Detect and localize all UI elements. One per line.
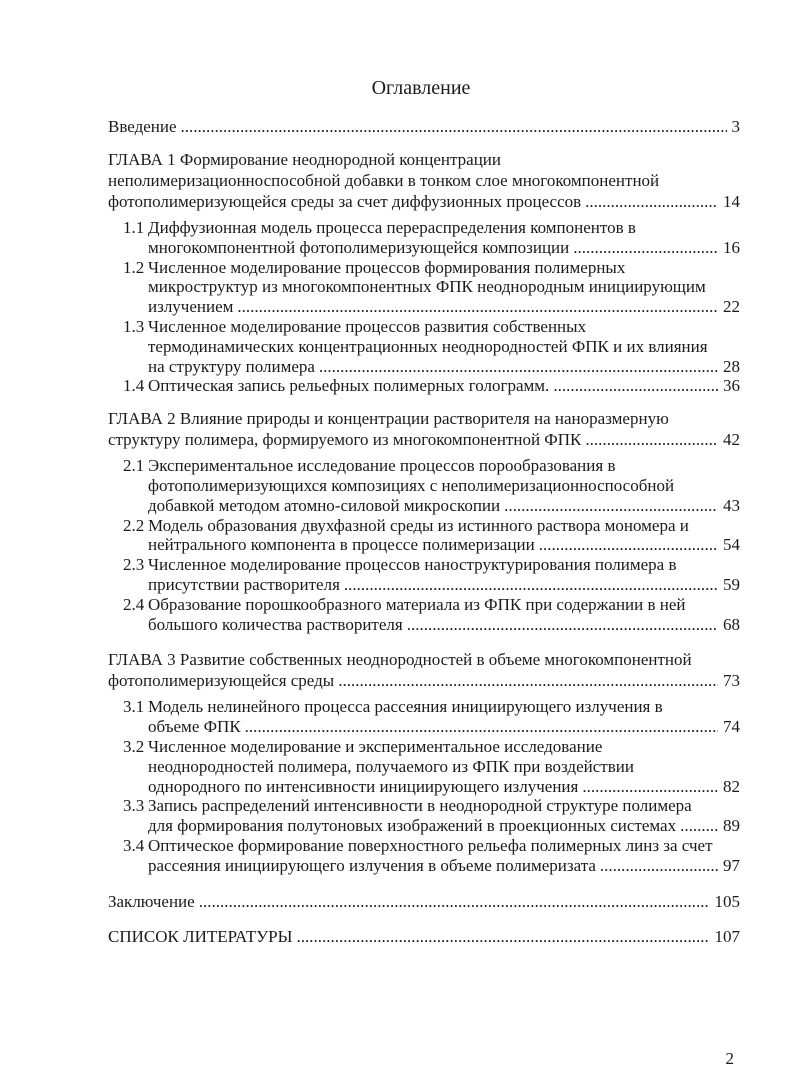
entry-title-text: однородного по интенсивности инициирующего излучения [148, 776, 579, 796]
entry-title-text: фотополимеризующихся композициях с неполимеризационноспособной [148, 475, 675, 495]
entry-line [148, 856, 740, 876]
entry-title-text: Введение [108, 117, 177, 136]
entry-line [108, 649, 740, 670]
entry-line [108, 149, 740, 170]
page-ref: 89 [723, 816, 740, 836]
entry-line [123, 316, 740, 337]
entry-line [148, 757, 740, 777]
toc-section [108, 595, 740, 635]
section-number: 3.2 [123, 736, 145, 756]
dot-leader [600, 856, 718, 876]
entry-line [148, 615, 740, 635]
dot-leader [296, 926, 709, 947]
entry-title-text: ГЛАВА 1 Формирование неоднородной концентрации [108, 150, 501, 169]
dot-leader [344, 575, 718, 595]
entry-line [148, 535, 740, 555]
entry-line [123, 835, 740, 856]
toc-section [108, 796, 740, 836]
dot-leader [585, 429, 718, 450]
entry-line [123, 796, 740, 816]
toc-section [108, 258, 740, 317]
entry-title-text: Модель образования двухфазной среды из истинного раствора мономера и [148, 515, 689, 535]
dot-leader [319, 357, 718, 377]
toc-section [108, 836, 740, 876]
page-ref: 36 [723, 376, 740, 396]
entry-line [123, 515, 740, 536]
entry-title-text: рассеяния инициирующего излучения в объеме полимеризата [148, 855, 596, 875]
entry-line [148, 476, 740, 496]
entry-line [123, 555, 740, 575]
entry-line [123, 218, 740, 238]
dot-leader [181, 117, 727, 137]
entry-title-text: ГЛАВА 2 Влияние природы и концентрации растворителя на наноразмерную [108, 409, 669, 429]
page-ref: 16 [723, 237, 740, 257]
entry-title-text: Оптическое формирование поверхностного рельефа полимерных линз за счет [148, 835, 713, 855]
entry-line [108, 170, 740, 191]
entry-line [108, 117, 740, 137]
entry-title-text: Оптическая запись рельефных полимерных голограмм. [148, 376, 550, 396]
page-ref: 22 [723, 297, 740, 317]
entry-title-text: Образование порошкообразного материала из ФПК при содержании в ней [148, 594, 686, 614]
toc-section-list [108, 456, 740, 634]
entry-line [148, 238, 740, 258]
dot-leader [680, 816, 718, 836]
entry-title-text: присутствии растворителя [148, 574, 340, 594]
entry-title-text: неполимеризационноспособной добавки в тонком слое многокомпонентной [108, 171, 660, 190]
toc-chapter [108, 149, 740, 212]
toc-section [108, 218, 740, 258]
page-ref: 68 [723, 614, 740, 634]
entry-line [108, 408, 740, 429]
toc-entry-conclusion [108, 892, 740, 912]
entry-title-text: термодинамических концентрационных неоднородностей ФПК и их влияния [148, 336, 708, 356]
dot-leader [553, 376, 718, 396]
entry-title-text: фотополимеризующейся среды за счет диффузионных процессов [108, 192, 582, 211]
entry-line [108, 670, 740, 691]
page-ref: 59 [723, 574, 740, 594]
entry-title-text: излучением [148, 297, 234, 317]
entry-line [123, 594, 740, 615]
page-ref: 14 [723, 192, 740, 211]
entry-line [108, 926, 740, 947]
entry-line [148, 357, 740, 377]
page-ref: 107 [714, 926, 740, 946]
dot-leader [407, 615, 718, 635]
toc-section [108, 516, 740, 556]
toc-entry-references [108, 926, 740, 947]
entry-title-text: Диффузионная модель процесса перераспределения компонентов в [148, 218, 636, 237]
dot-leader [245, 717, 718, 737]
entry-line [148, 277, 740, 297]
entry-line [123, 376, 740, 396]
page-number: 2 [725, 1049, 734, 1068]
page-ref: 73 [723, 671, 740, 691]
page-ref: 54 [723, 535, 740, 555]
entry-title-text: объеме ФПК [148, 717, 241, 737]
dot-leader [539, 535, 718, 555]
toc-section [108, 456, 740, 515]
entry-title-text: Заключение [108, 891, 195, 911]
toc-section [108, 697, 740, 737]
entry-title-text: Численное моделирование и экспериментальное исследование [148, 736, 603, 756]
page-ref: 42 [723, 430, 740, 450]
table-of-contents [108, 117, 740, 947]
entry-title-text: Численное моделирование процессов наноструктурирования полимера в [148, 555, 677, 575]
dot-leader [573, 238, 718, 258]
entry-line [108, 191, 740, 212]
section-number: 2.2 [123, 515, 145, 535]
toc-chapter [108, 649, 740, 691]
entry-line [148, 496, 740, 516]
toc-chapter [108, 408, 740, 450]
section-number: 3.4 [123, 835, 145, 855]
entry-title-text: ГЛАВА 3 Развитие собственных неоднородностей в объеме многокомпонентной [108, 650, 692, 670]
page-ref: 3 [731, 117, 740, 136]
entry-line [123, 257, 740, 278]
entry-title-text: добавкой методом атомно-силовой микроскопии [148, 495, 501, 515]
entry-title-text: Запись распределений интенсивности в неоднородной структуре полимера [148, 796, 692, 816]
section-number: 3.3 [123, 796, 145, 816]
page-ref: 74 [723, 717, 740, 737]
entry-line [108, 429, 740, 450]
page-ref: 43 [723, 495, 740, 515]
dot-leader [237, 297, 718, 317]
toc-section [108, 555, 740, 595]
entry-title-text: на структуру полимера [148, 356, 315, 376]
toc-section [108, 376, 740, 396]
section-number: 2.3 [123, 555, 145, 575]
entry-line [148, 777, 740, 797]
entry-line [148, 717, 740, 737]
toc-entry-intro [108, 117, 740, 137]
entry-title-text: СПИСОК ЛИТЕРАТУРЫ [108, 926, 293, 946]
entry-line [123, 697, 740, 717]
entry-line [123, 456, 740, 476]
page-title: Оглавление [371, 77, 471, 99]
entry-line [148, 297, 740, 317]
page-ref: 28 [723, 356, 740, 376]
section-number: 1.4 [123, 376, 145, 396]
entry-title-text: нейтрального компонента в процессе полимеризации [148, 535, 535, 555]
section-number: 1.3 [123, 316, 145, 336]
dot-leader [504, 496, 718, 516]
entry-title-text: структуру полимера, формируемого из многокомпонентной ФПК [108, 430, 582, 450]
entry-title-text: Экспериментальное исследование процессов порообразования в [148, 456, 616, 476]
dot-leader [199, 892, 710, 912]
entry-title-text: большого количества растворителя [148, 614, 403, 634]
entry-line [108, 892, 740, 912]
section-number: 3.1 [123, 697, 145, 717]
section-number: 1.2 [123, 257, 145, 277]
entry-title-text: неоднородностей полимера, получаемого из ФПК при воздействии [148, 756, 634, 776]
entry-title-text: многокомпонентной фотополимеризующейся композиции [148, 237, 570, 257]
entry-line [148, 816, 740, 836]
section-number: 1.1 [123, 218, 145, 237]
entry-line [148, 337, 740, 357]
entry-title-text: для формирования полутоновых изображений в проекционных системах [148, 816, 677, 836]
page-ref: 105 [714, 891, 740, 911]
entry-title-text: Численное моделирование процессов формирования полимерных [148, 257, 626, 277]
entry-title-text: Модель нелинейного процесса рассеяния инициирующего излучения в [148, 697, 663, 717]
entry-title-text: фотополимеризующейся среды [108, 671, 335, 691]
toc-section-list [108, 218, 740, 396]
page-ref: 97 [723, 855, 740, 875]
entry-title-text: микроструктур из многокомпонентных ФПК неоднородным инициирующим [148, 277, 706, 297]
page-ref: 82 [723, 776, 740, 796]
entry-line [148, 575, 740, 595]
toc-section-list [108, 697, 740, 875]
toc-section [108, 737, 740, 796]
dot-leader [582, 777, 718, 797]
toc-section [108, 317, 740, 376]
entry-title-text: Численное моделирование процессов развития собственных [148, 316, 587, 336]
dot-leader [338, 670, 718, 691]
dot-leader [585, 191, 718, 212]
section-number: 2.4 [123, 594, 145, 614]
entry-line [123, 736, 740, 757]
section-number: 2.1 [123, 456, 145, 476]
